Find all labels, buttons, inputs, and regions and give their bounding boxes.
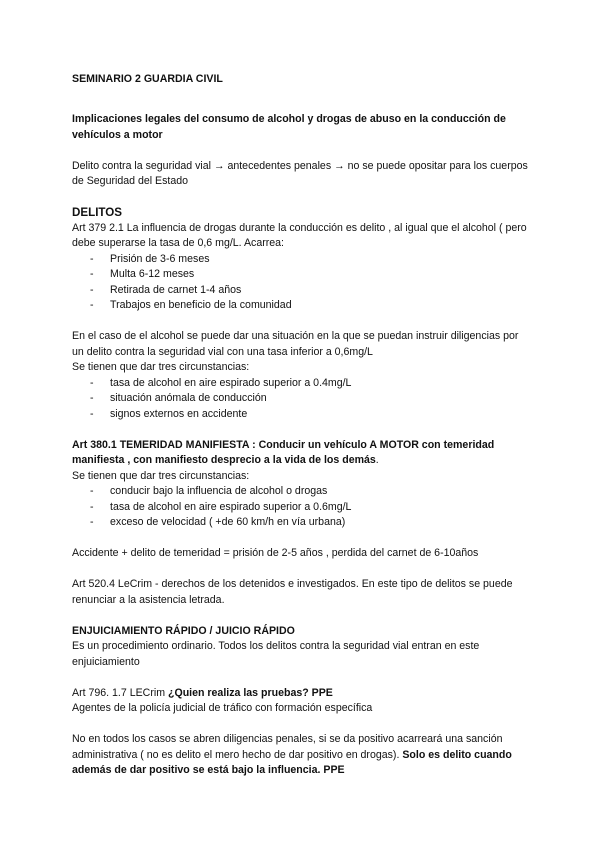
closing-paragraph: [72, 732, 532, 779]
closing-bold: Solo es delito cuando además de dar positivo se está bajo la influencia. PPE: [72, 748, 512, 776]
alcohol-paragraph: En el caso de el alcohol se puede dar una situación en la que se puedan instruir diligencias por un delito contra la seguridad vial con una tasa inferior a 0,6mg/L: [72, 330, 519, 358]
list-item: - Retirada de carnet 1-4 años: [90, 283, 532, 299]
list-item: - Trabajos en beneficio de la comunidad: [90, 298, 532, 314]
list-item: - conducir bajo la influencia de alcohol o drogas: [90, 484, 532, 500]
art380-heading-bold: Art 380.1 TEMERIDAD MANIFIESTA : Conducir un vehículo A MOTOR con temeridad manifiesta , con manifiesto desprecio a la vida de los demás: [72, 438, 495, 466]
list-item: - tasa de alcohol en aire espirado superior a 0.6mg/L: [90, 500, 532, 516]
list-item: - Multa 6-12 meses: [90, 267, 532, 283]
delitos-heading: DELITOS: [72, 206, 123, 219]
art380-heading: [72, 438, 532, 469]
document-page: [72, 72, 532, 779]
list-item: - signos externos en accidente: [90, 407, 532, 423]
alcohol-circumstances-list: [72, 376, 532, 423]
document-subtitle: Implicaciones legales del consumo de alcohol y drogas de abuso en la conducción de vehículos a motor: [72, 113, 506, 141]
enjuiciamiento-heading: ENJUICIAMIENTO RÁPIDO / JUICIO RÁPIDO: [72, 624, 295, 637]
art796-line: [72, 686, 532, 702]
penalties-list: [72, 252, 532, 314]
circumstances-intro: Se tienen que dar tres circunstancias:: [72, 469, 250, 482]
intro-paragraph: Delito contra la seguridad vial → antecedentes penales → no se puede opositar para los cuerpos de Seguridad del Estado: [72, 159, 528, 187]
agents-paragraph: Agentes de la policía judicial de tráfico con formación específica: [72, 702, 373, 714]
art380-heading-end: .: [375, 454, 379, 466]
list-item: - tasa de alcohol en aire espirado superior a 0.4mg/L: [90, 376, 532, 392]
list-item: - situación anómala de conducción: [90, 391, 532, 407]
art379-paragraph: Art 379 2.1 La influencia de drogas durante la conducción es delito , al igual que el alcohol ( pero debe superarse la tasa de 0,6 mg/L. Acarrea:: [72, 221, 527, 249]
enjuiciamiento-paragraph: Es un procedimiento ordinario. Todos los delitos contra la seguridad vial entran en este enjuiciamiento: [72, 640, 480, 668]
accidente-paragraph: Accidente + delito de temeridad = prisión de 2-5 años , perdida del carnet de 6-10años: [72, 547, 479, 559]
art520-paragraph: Art 520.4 LeCrim - derechos de los detenidos e investigados. En este tipo de delitos se puede renunciar a la asistencia letrada.: [72, 578, 513, 606]
art796-prefix: Art 796. 1.7 LECrim: [72, 686, 168, 699]
art796-question: ¿Quien realiza las pruebas? PPE: [167, 686, 333, 699]
list-item: - exceso de velocidad ( +de 60 km/h en vía urbana): [90, 515, 532, 531]
closing-normal: No en todos los casos se abren diligencias penales, si se da positivo acarreará una sanción administrativa ( no es delito el mero hecho de dar positivo en drogas).: [72, 733, 503, 761]
document-title: SEMINARIO 2 GUARDIA CIVIL: [72, 73, 223, 85]
temeridad-circumstances-list: [72, 484, 532, 531]
list-item: - Prisión de 3-6 meses: [90, 252, 532, 268]
circumstances-intro: Se tienen que dar tres circunstancias:: [72, 361, 250, 373]
